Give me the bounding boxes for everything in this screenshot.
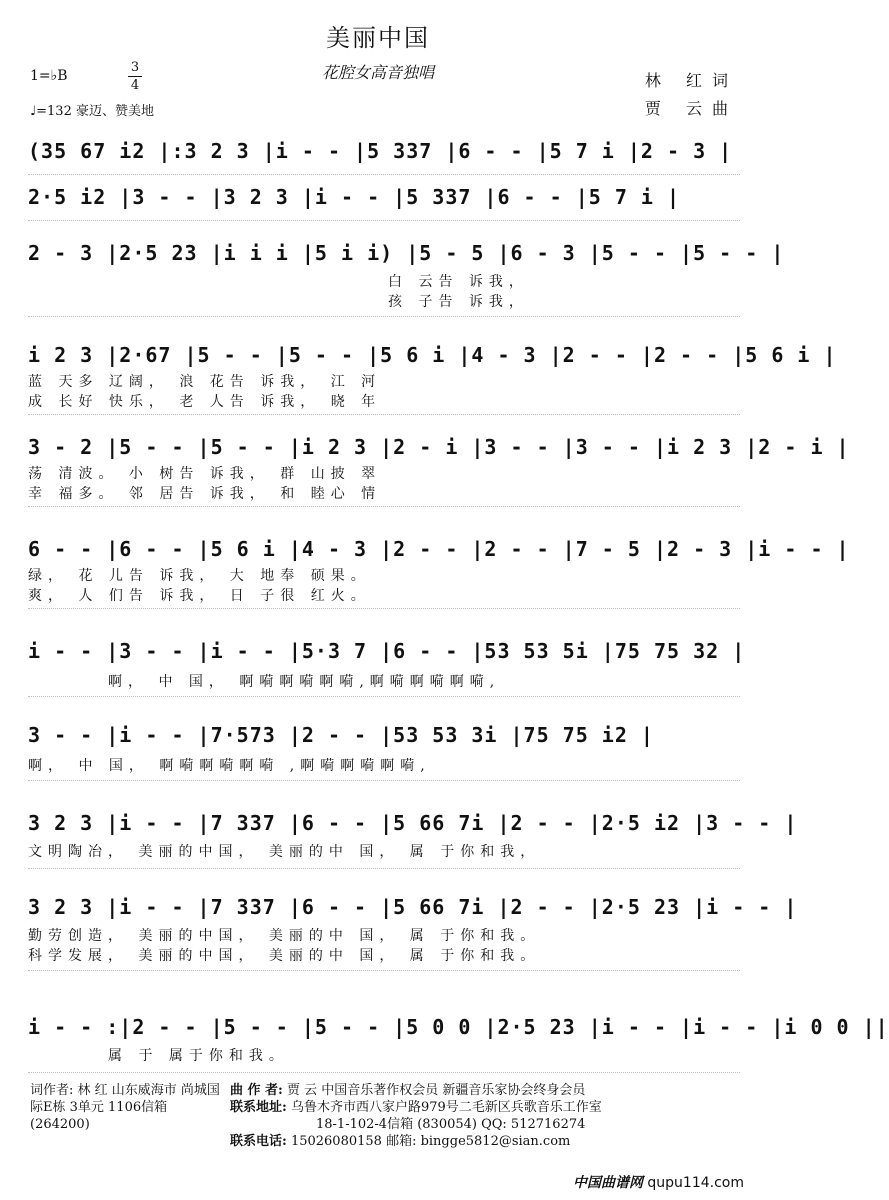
page-title: 美丽中国 xyxy=(326,24,430,52)
tempo-marking: ♩=132 豪迈、赞美地 xyxy=(30,104,154,119)
lyric-line: 荡 清波。 小 树告 诉我， 群 山披 翠 xyxy=(28,466,382,482)
lyricist-credit: 林 红词 xyxy=(644,71,738,90)
score-row-6 xyxy=(28,532,850,609)
lyric-line: 科学发展， 美丽的中国， 美丽的中 国， 属 于你和我。 xyxy=(28,948,541,964)
lyric-line: 绿， 花 儿告 诉我， 大 地奉 硕果。 xyxy=(28,568,371,584)
watermark-brand: 中国曲谱网 xyxy=(572,1175,643,1191)
lyric-line: 白 云告 诉我， xyxy=(388,274,529,290)
composer-info: 贾 云 中国音乐著作权会员 新疆音乐家协会终身会员 xyxy=(287,1083,586,1098)
address: 乌鲁木齐市西八家户路979号二毛新区兵歌音乐工作室 xyxy=(290,1100,602,1115)
lyric-line: 蓝 天多 辽阔， 浪 花告 诉我， 江 河 xyxy=(28,374,382,390)
lyric-line: 孩 子告 诉我， xyxy=(388,294,529,310)
meter-bottom: 4 xyxy=(130,78,140,93)
mailbox: 18-1-102-4信箱 (830054) QQ: 512716274 xyxy=(316,1117,586,1132)
lyric-line: 啊， 中 国， 啊嗬啊嗬啊嗬 ,啊嗬啊嗬啊嗬, xyxy=(28,758,431,774)
lyric-line: 勤劳创造， 美丽的中国， 美丽的中 国， 属 于你和我。 xyxy=(28,928,541,944)
address-line xyxy=(230,1099,750,1116)
lyric-line: 幸 福多。 邻 居告 诉我， 和 睦心 情 xyxy=(28,486,382,502)
score-row-5 xyxy=(28,430,850,507)
phone-line xyxy=(230,1133,750,1150)
key-signature: 1=♭B xyxy=(30,68,68,84)
meter-top: 3 xyxy=(130,60,140,75)
score-row-8 xyxy=(28,718,740,781)
notes-line: (35 67 i2 |:3 2 3 |i - - |5 337 |6 - - |5 7 i |2 - 3 | xyxy=(28,139,733,163)
score-row-7 xyxy=(28,634,746,697)
notes-line: i - - |3 - - |i - - |5·3 7 |6 - - |53 53 5i |75 75 32 | xyxy=(28,639,746,663)
lyric-line: 文明陶冶， 美丽的中国， 美丽的中 国， 属 于你和我， xyxy=(28,844,541,860)
score-row-9 xyxy=(28,806,798,869)
notes-line: 3 - - |i - - |7·573 |2 - - |53 53 3i |75 75 i2 | xyxy=(28,723,654,747)
score-row-1 xyxy=(28,134,740,175)
lyricist-label: 词作者: xyxy=(30,1083,74,1098)
subtitle: 花腔女高音独唱 xyxy=(321,63,434,82)
phone: 15026080158 邮箱: bingge5812@sian.com xyxy=(290,1134,571,1149)
notes-line: 3 - 2 |5 - - |5 - - |i 2 3 |2 - i |3 - - |3 - - |i 2 3 |2 - i | xyxy=(28,435,850,459)
lyric-line: 属 于 属于你和我。 xyxy=(108,1048,289,1064)
notes-line: 3 2 3 |i - - |7 337 |6 - - |5 66 7i |2 - - |2·5 i2 |3 - - | xyxy=(28,811,798,835)
lyric-line: 成 长好 快乐， 老 人告 诉我， 晓 年 xyxy=(28,394,382,410)
notes-line: 6 - - |6 - - |5 6 i |4 - 3 |2 - - |2 - - |7 - 5 |2 - 3 |i - - | xyxy=(28,537,850,561)
notes-line: 3 2 3 |i - - |7 337 |6 - - |5 66 7i |2 - - |2·5 23 |i - - | xyxy=(28,895,798,919)
composer-credit: 贾 云曲 xyxy=(644,99,738,118)
lyricist-info: 林 红 山东威海市 尚城国际E栋 3单元 1106信箱(264200) xyxy=(30,1083,220,1132)
notes-line: 2·5 i2 |3 - - |3 2 3 |i - - |5 337 |6 - - |5 7 i | xyxy=(28,185,681,209)
phone-label: 联系电话: xyxy=(230,1134,287,1149)
score-row-2 xyxy=(28,180,740,221)
lyric-line: 啊， 中 国， 啊嗬啊嗬啊嗬,啊嗬啊嗬啊嗬, xyxy=(108,674,501,690)
score-row-4 xyxy=(28,338,837,415)
composer-line xyxy=(230,1082,750,1099)
meter-bar xyxy=(128,76,142,77)
notes-line: i - - :|2 - - |5 - - |5 - - |5 0 0 |2·5 23 |i - - |i - - |i 0 0 || xyxy=(28,1015,889,1039)
watermark-url: qupu114.com xyxy=(647,1175,744,1191)
score-row-3 xyxy=(28,236,785,317)
score-row-10 xyxy=(28,890,798,971)
lyric-line: 爽， 人 们告 诉我， 日 子很 红火。 xyxy=(28,588,371,604)
notes-line: i 2 3 |2·67 |5 - - |5 - - |5 6 i |4 - 3 |2 - - |2 - - |5 6 i | xyxy=(28,343,837,367)
site-watermark xyxy=(573,1172,744,1192)
lyricist-contact xyxy=(30,1082,226,1133)
score-row-11 xyxy=(28,1010,889,1073)
address-label: 联系地址: xyxy=(230,1100,287,1115)
composer-label: 曲 作 者: xyxy=(230,1083,283,1098)
time-signature xyxy=(128,60,142,93)
composer-contact xyxy=(230,1082,750,1150)
notes-line: 2 - 3 |2·5 23 |i i i |5 i i) |5 - 5 |6 - 3 |5 - - |5 - - | xyxy=(28,241,785,265)
